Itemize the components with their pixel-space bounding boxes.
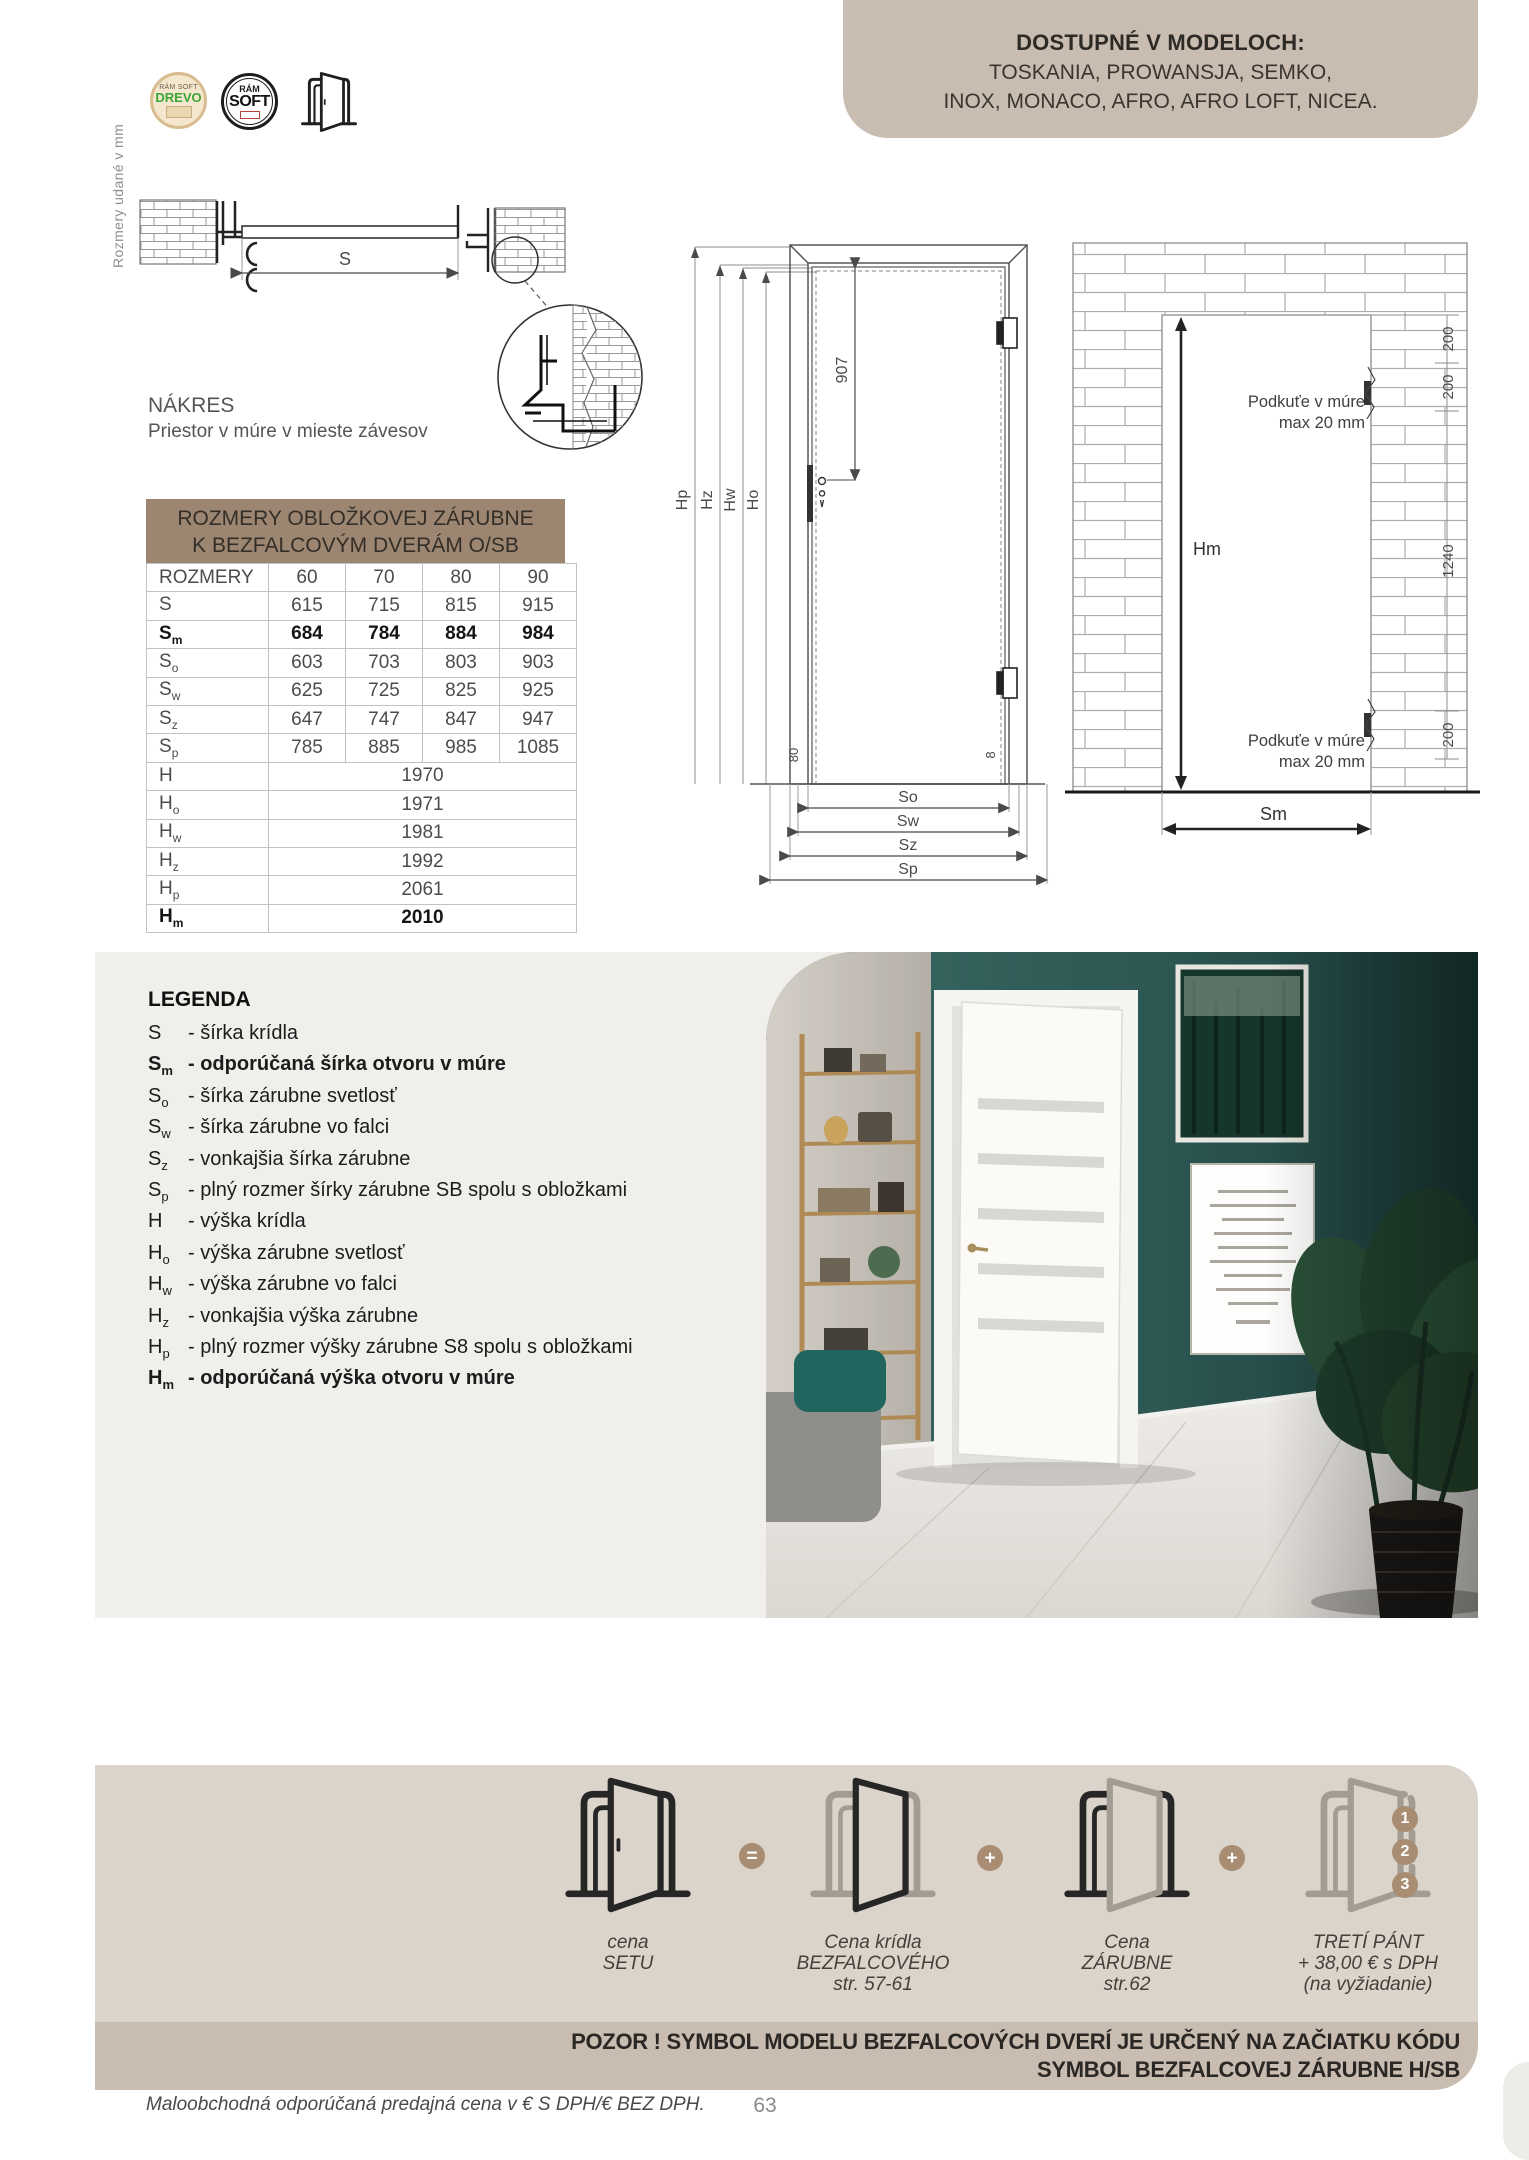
wall-dim-1240: 1240	[1440, 544, 1457, 578]
legend-item: $H_o$ - výška zárubne svetlosť	[148, 1241, 405, 1267]
handle-height-dim: 907	[834, 356, 851, 384]
interior-photo	[766, 952, 1478, 1618]
table-title-line1: ROZMERY OBLOŽKOVEJ ZÁRUBNE	[177, 507, 534, 530]
table-row: $S_o$ 603 703 803 903	[147, 649, 577, 677]
hp-dim-label: Hp	[674, 489, 691, 511]
logo-soft-main-text: SOFT	[229, 93, 270, 110]
table-title	[146, 499, 565, 563]
table-row: S 615 715 815 915	[147, 592, 577, 620]
sm-dim-label: Sm	[1260, 804, 1287, 824]
legend-item: $S_p$ - plný rozmer šírky zárubne SB spolu s obložkami	[148, 1179, 628, 1205]
hinge-badge-2: 2	[1392, 1839, 1418, 1865]
ho-dim-label: Ho	[745, 489, 762, 511]
set-price-door-icon	[561, 1770, 695, 1920]
legend-item: $S_m$ - odporúčaná šírka otvoru v múre	[148, 1053, 506, 1079]
wall-dim-200-second: 200	[1440, 374, 1457, 400]
warning-bar	[95, 2022, 1478, 2090]
legend-title: LEGENDA	[148, 988, 251, 1011]
legend-item: $H_p$ - plný rozmer výšky zárubne S8 spolu s obložkami	[148, 1336, 633, 1362]
sw-dim-label: Sw	[896, 813, 920, 830]
legend-item: $S_o$ - šírka zárubne svetlosť	[148, 1084, 397, 1110]
hinge-note-top-line2: max 20 mm	[1278, 414, 1365, 432]
logo-drevo-top-text: RÁM SOFT	[159, 83, 198, 91]
hm-dim-label: Hm	[1193, 539, 1221, 559]
units-side-note: Rozmery udané v mm	[110, 123, 126, 268]
available-models-box	[843, 0, 1478, 138]
wall-dim-200-top: 200	[1440, 326, 1457, 352]
wall-opening-drawing	[1065, 235, 1485, 845]
table-row: $H_w$ 1981	[147, 819, 577, 847]
table-row: $H_m$ 2010	[147, 904, 577, 932]
logo-drevo-drawer-graphic	[166, 106, 192, 118]
logo-drevo-main-text: DREVO	[155, 89, 202, 105]
hz-dim-label: Hz	[699, 490, 716, 510]
legend-item: $S_w$ - šírka zárubne vo falci	[148, 1116, 390, 1142]
third-hinge-caption: TRETÍ PÁNT + 38,00 € s DPH (na vyžiadanie)	[1298, 1932, 1438, 1995]
wall-dim-200-bottom: 200	[1440, 722, 1457, 748]
warning-line1: POZOR ! SYMBOL MODELU BEZFALCOVÝCH DVERÍ JE URČENÝ NA ZAČIATKU KÓDU	[571, 2029, 1460, 2054]
dim-80-label: 80	[786, 747, 801, 763]
legend-item: $H_z$ - vonkajšia výška zárubne	[148, 1304, 419, 1330]
hinge-badge-1: 1	[1392, 1806, 1418, 1832]
dim-8-label: 8	[983, 751, 998, 759]
legend-item: $H_m$ - odporúčaná výška otvoru v múre	[148, 1367, 515, 1393]
footer-price-note: Maloobchodná odporúčaná predajná cena v € S DPH/€ BEZ DPH.	[146, 2094, 705, 2115]
page-number: 63	[753, 2094, 777, 2117]
dimensions-table	[146, 563, 577, 933]
nakres-title: NÁKRES	[148, 394, 235, 417]
table-row: $S_p$ 785 885 985 1085	[147, 734, 577, 762]
legend	[148, 988, 633, 1398]
table-row: $S_z$ 647 747 847 947	[147, 705, 577, 733]
page-corner-tab	[1503, 2062, 1529, 2160]
table-row: $S_m$ 684 784 884 984	[147, 620, 577, 648]
table-row: $H_z$ 1992	[147, 847, 577, 875]
set-price-caption: cena SETU	[602, 1932, 654, 1974]
available-models-line2: INOX, MONACO, AFRO, AFRO LOFT, NICEA.	[943, 90, 1378, 113]
hinge-badge-3: 3	[1392, 1872, 1418, 1898]
legend-item: $H_w$ - výška zárubne vo falci	[148, 1273, 397, 1299]
legend-item: H - výška krídla	[148, 1210, 306, 1233]
ram-soft-logo	[221, 73, 278, 130]
hinge-note-bottom-line2: max 20 mm	[1278, 753, 1365, 771]
hinge-note-bottom-line1: Podkuťe v múre	[1247, 732, 1365, 750]
plan-s-dim-label: S	[338, 249, 352, 269]
table-row: ROZMERY 60 70 80 90	[147, 564, 577, 592]
warning-line2: SYMBOL BEZFALCOVEJ ZÁRUBNE H/SB	[1037, 2057, 1460, 2082]
logo-soft-top-text: RÁM	[239, 84, 260, 94]
logo-soft-ring	[226, 78, 273, 125]
table-row: $S_w$ 625 725 825 925	[147, 677, 577, 705]
door-pictogram-icon	[298, 70, 360, 134]
frame-price-door-icon	[1060, 1770, 1194, 1920]
sp-dim-label: Sp	[898, 861, 918, 878]
frame-price-caption: Cena ZÁRUBNE str.62	[1081, 1932, 1173, 1995]
available-models-line1: TOSKANIA, PROWANSJA, SEMKO,	[988, 61, 1333, 84]
table-title-line2: K BEZFALCOVÝM DVERÁM O/SB	[192, 534, 519, 557]
leaf-price-caption: Cena krídla BEZFALCOVÉHO str. 57-61	[796, 1932, 950, 1995]
hinge-note-top-line1: Podkuťe v múre	[1247, 393, 1365, 411]
equals-operator: =	[739, 1843, 765, 1869]
table-row: $H_o$ 1971	[147, 791, 577, 819]
plus-operator-2: +	[1219, 1845, 1245, 1871]
legend-item: $S_z$ - vonkajšia šírka zárubne	[148, 1147, 411, 1173]
table-row: $H_p$ 2061	[147, 876, 577, 904]
hw-dim-label: Hw	[722, 488, 739, 512]
so-dim-label: So	[898, 789, 918, 806]
plus-operator-1: +	[977, 1845, 1003, 1871]
ram-soft-drevo-logo	[150, 72, 207, 129]
leaf-price-door-icon	[806, 1770, 940, 1920]
available-models-title: DOSTUPNÉ V MODELOCH:	[1016, 30, 1305, 55]
legend-item: S - šírka krídla	[148, 1022, 299, 1044]
nakres-subtitle: Priestor v múre v mieste závesov	[148, 421, 428, 442]
sz-dim-label: Sz	[898, 837, 918, 854]
table-row: H 1970	[147, 762, 577, 790]
door-elevation-drawing	[665, 230, 1085, 890]
